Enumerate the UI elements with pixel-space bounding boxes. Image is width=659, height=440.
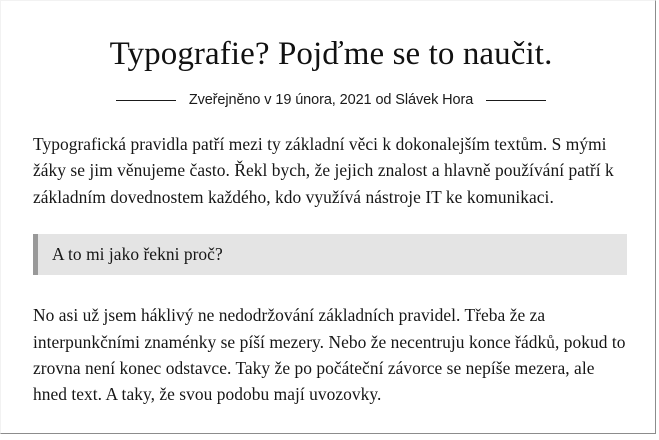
- blockquote-text: A to mi jako řekni proč?: [52, 244, 223, 265]
- body-paragraph-1: Typografická pravidla patří mezi ty základní věci k dokonalejším textům. S mými žáky se jim věnujeme často. Řekl bych, že jejich znalost a hlavně používání patří k základním dovednostem každého, kdo využívá nástroje IT ke komunikaci.: [33, 134, 614, 207]
- byline-rule-left: [116, 100, 176, 101]
- article-byline: [33, 91, 629, 109]
- blockquote: [33, 234, 627, 275]
- page-title: Typografie? Pojďme se to naučit.: [109, 36, 553, 72]
- byline-rule-right: [486, 100, 546, 101]
- byline-text: Zveřejněno v 19 února, 2021 od Slávek Hora: [188, 92, 474, 108]
- article-container: [33, 1, 629, 408]
- article-body: [33, 131, 629, 408]
- body-paragraph-2: No asi už jsem háklivý ne nedodržování základních pravidel. Třeba že za interpunkčními znaménky se píší mezery. Nebo že necentruju konce řádků, pokud to zrovna není konec odstavce. Taky že po počáteční závorce se nepíše mezera, ale hned text. A taky, že svou podobu mají uvozovky.: [33, 305, 626, 405]
